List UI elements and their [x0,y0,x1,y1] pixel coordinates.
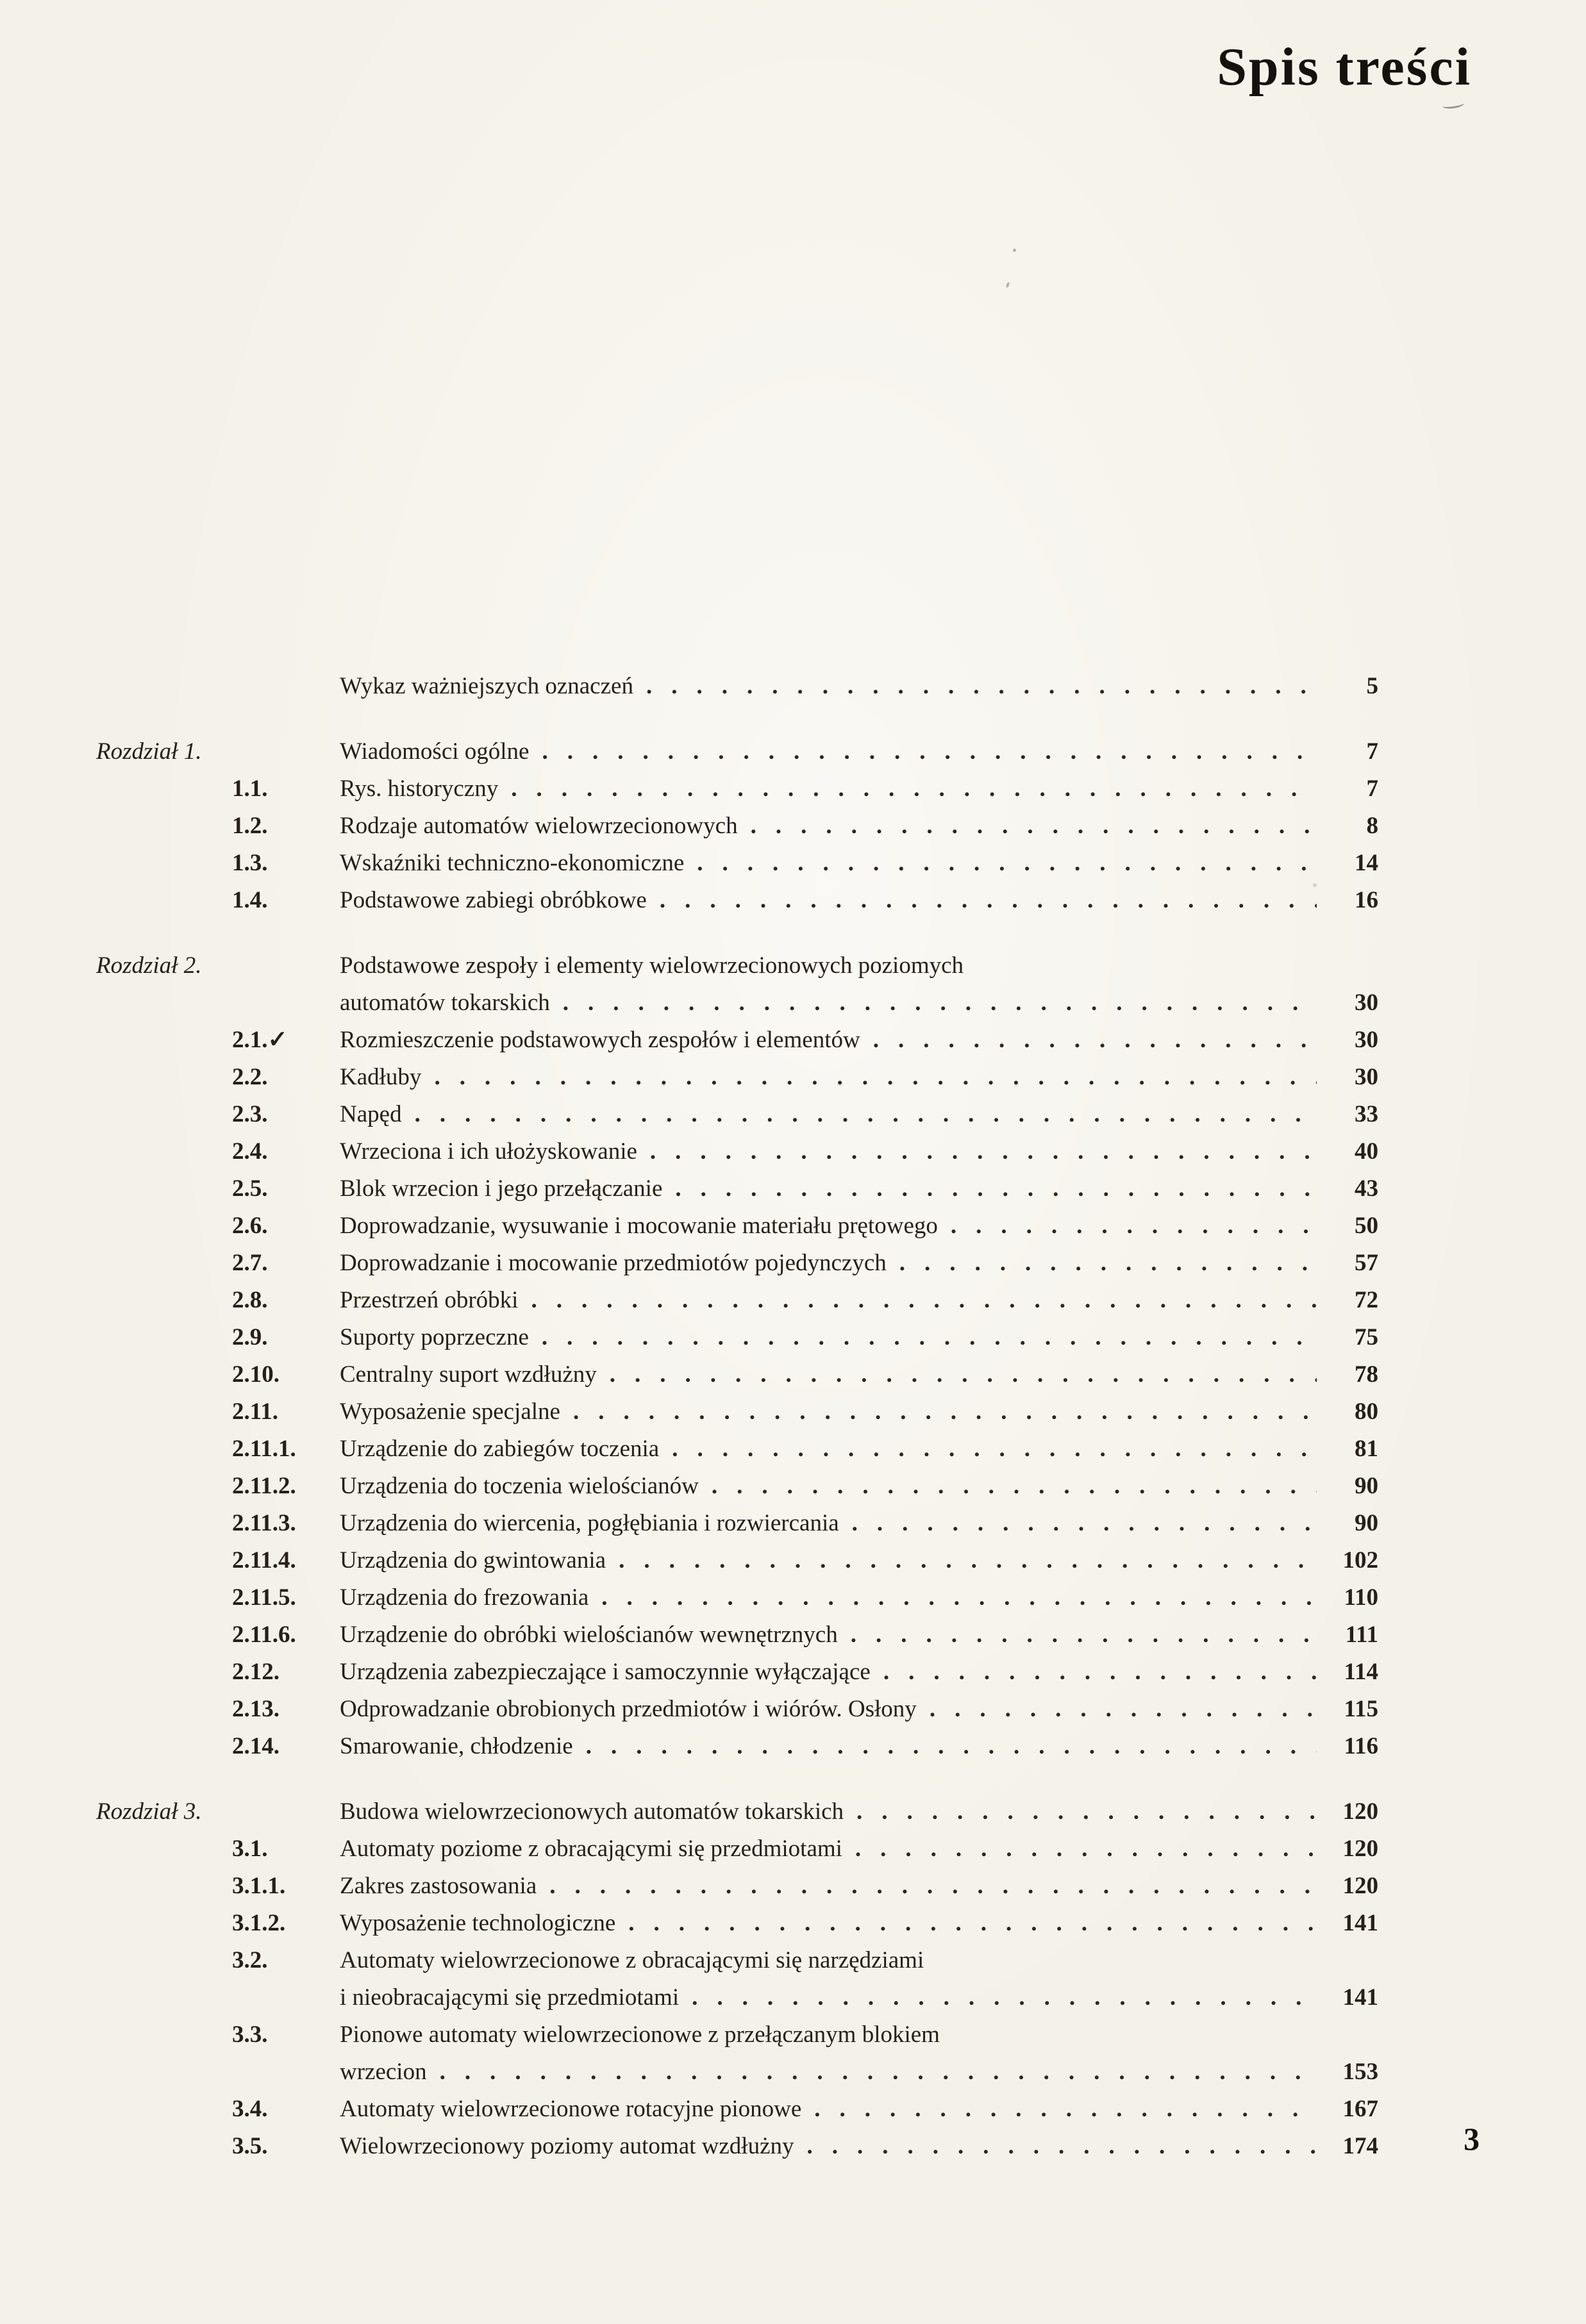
entry-title: Napęd [340,1101,402,1127]
section-number: 2.11.6. [232,1622,296,1648]
entry-page: 8 [1366,813,1378,839]
dot-leader [751,808,1317,845]
toc-entry [96,1905,1378,1942]
folio-page-number: 3 [1464,2121,1480,2157]
dot-leader [440,2054,1317,2091]
chapter-label: Rozdział 2. [96,952,202,979]
toc-entry [96,1793,1378,1830]
entry-line [340,2016,1378,2054]
toc-entry [96,1356,1378,1393]
toc-entry [96,1942,1378,2016]
section-number: 1.2. [232,813,268,839]
entry-title: Centralny suport wzdłużny [340,1361,597,1388]
toc-entry [96,1468,1378,1505]
entry-line [340,770,1378,808]
entry-line [340,1793,1378,1830]
entry-page: 30 [1355,990,1378,1016]
entry-body [340,1468,1378,1505]
section-number: 2.9. [232,1324,268,1350]
toc-entry [96,1579,1378,1616]
entry-page: 174 [1342,2133,1378,2159]
toc-entry [96,808,1378,845]
entry-body [340,2091,1378,2128]
scan-speck [1013,249,1016,252]
entry-line [340,1208,1378,1245]
entry-line [340,1245,1378,1282]
entry-body [340,1431,1378,1468]
dot-leader [951,1208,1317,1245]
entry-body [340,1905,1378,1942]
entry-title: Urządzenia do wiercenia, pogłębiania i rozwiercania [340,1510,839,1536]
entry-body [340,1356,1378,1393]
dot-leader [899,1245,1317,1282]
section-number: 2.11.3. [232,1510,296,1536]
section-number: 3.1.2. [232,1910,286,1936]
section-number: 2.11.4. [232,1547,296,1573]
toc-entry [96,1505,1378,1542]
entry-page: 110 [1344,1584,1378,1611]
entry-body [340,1505,1378,1542]
entry-title: Podstawowe zabiegi obróbkowe [340,887,647,913]
entry-page: 30 [1355,1064,1378,1090]
entry-page: 78 [1355,1361,1378,1388]
dot-leader [712,1468,1317,1505]
entry-page: 167 [1342,2096,1378,2122]
entry-title: Urządzenia do gwintowania [340,1547,606,1573]
section-number: 3.5. [232,2133,268,2159]
entry-line [340,1616,1378,1654]
entry-page: 40 [1355,1138,1378,1165]
toc-entry [96,1022,1378,1059]
entry-title: Doprowadzanie, wysuwanie i mocowanie materiału prętowego [340,1213,938,1239]
dot-leader [434,1059,1317,1096]
entry-title: Wielowrzecionowy poziomy automat wzdłużny [340,2133,794,2159]
entry-body [340,668,1378,705]
entry-line [340,1022,1378,1059]
entry-line [340,733,1378,770]
entry-page: 120 [1342,1873,1378,1899]
entry-title: Wyposażenie specjalne [340,1399,560,1425]
entry-body [340,1133,1378,1170]
entry-line [340,1059,1378,1096]
entry-title: Blok wrzecion i jego przełączanie [340,1175,663,1202]
entry-page: 81 [1355,1436,1378,1462]
entry-title: Wykaz ważniejszych oznaczeń [340,673,633,699]
entry-page: 116 [1344,1733,1378,1759]
entry-body [340,1691,1378,1728]
entry-page: 57 [1355,1250,1378,1276]
entry-page: 72 [1355,1287,1378,1313]
entry-line [340,1431,1378,1468]
section-number: 3.4. [232,2096,268,2122]
dot-leader [852,1505,1317,1542]
title-flourish-mark [1442,100,1464,110]
dot-leader [549,1868,1317,1905]
entry-body [340,1942,1378,2016]
entry-title: Urządzenie do zabiegów toczenia [340,1436,660,1462]
entry-title: Urządzenia do frezowania [340,1584,589,1611]
toc-entry [96,770,1378,808]
section-number: 2.8. [232,1287,268,1313]
entry-page: 14 [1355,850,1378,876]
dot-leader [660,882,1317,919]
entry-title: automatów tokarskich [340,990,550,1016]
entry-title: Odprowadzanie obrobionych przedmiotów i wiórów. Osłony [340,1696,917,1722]
entry-page: 90 [1355,1473,1378,1499]
toc-entry [96,1245,1378,1282]
toc-entry [96,947,1378,1022]
entry-title: Budowa wielowrzecionowych automatów tokarskich [340,1798,844,1825]
section-number: 2.6. [232,1213,268,1239]
entry-page: 80 [1355,1399,1378,1425]
entry-body [340,1319,1378,1356]
entry-line [340,1942,1378,1979]
entry-title: Doprowadzanie i mocowanie przedmiotów pojedynczych [340,1250,887,1276]
entry-title: Urządzenia do toczenia wielościanów [340,1473,699,1499]
toc-entry [96,2091,1378,2128]
toc-entry [96,1319,1378,1356]
entry-line [340,984,1378,1022]
entry-page: 16 [1355,887,1378,913]
page-title: Spis treści [1217,37,1472,97]
toc-entry [96,1654,1378,1691]
entry-body [340,1059,1378,1096]
section-number: 2.14. [232,1733,280,1759]
dot-leader [628,1905,1317,1942]
entry-page: 75 [1355,1324,1378,1350]
section-number: 3.1.1. [232,1873,286,1899]
entry-line [340,1170,1378,1208]
dot-leader [672,1431,1317,1468]
entry-page: 5 [1366,673,1378,699]
entry-line [340,1654,1378,1691]
entry-line [340,1905,1378,1942]
entry-line [340,1979,1378,2016]
entry-body [340,1170,1378,1208]
dot-leader [856,1793,1317,1830]
entry-title: Automaty wielowrzecionowe z obracającymi się narzędziami [340,1947,924,1973]
entry-line [340,1542,1378,1579]
toc-list [96,668,1378,2165]
entry-body [340,808,1378,845]
toc-entry [96,845,1378,882]
entry-body [340,1728,1378,1765]
entry-title: Smarowanie, chłodzenie [340,1733,573,1759]
toc-entry [96,1170,1378,1208]
toc-entry [96,1133,1378,1170]
dot-leader [586,1728,1317,1765]
toc-entry [96,2128,1378,2165]
toc-entry [96,1728,1378,1765]
entry-title: Przestrzeń obróbki [340,1287,519,1313]
entry-page: 141 [1342,1984,1378,2011]
entry-page: 120 [1342,1798,1378,1825]
entry-body [340,1245,1378,1282]
section-number: 1.1. [232,776,268,802]
scan-speck [1006,282,1010,288]
entry-body [340,947,1378,1022]
entry-title: Zakres zastosowania [340,1873,537,1899]
entry-page: 153 [1342,2059,1378,2085]
toc-entry [96,1542,1378,1579]
entry-body [340,882,1378,919]
entry-line [340,845,1378,882]
section-number: 2.10. [232,1361,280,1388]
entry-page: 141 [1342,1910,1378,1936]
entry-title: Wiadomości ogólne [340,738,530,765]
chapter-label: Rozdział 3. [96,1798,202,1825]
toc-entry [96,1830,1378,1868]
entry-title: Wyposażenie technologiczne [340,1910,616,1936]
section-number: 3.2. [232,1947,268,1973]
dot-leader [807,2128,1317,2165]
entry-page: 120 [1342,1836,1378,1862]
section-number: 2.11.1. [232,1436,296,1462]
dot-leader [542,733,1317,770]
dot-leader [542,1319,1317,1356]
chapter-label: Rozdział 1. [96,738,202,765]
entry-line [340,2054,1378,2091]
entry-line [340,808,1378,845]
entry-line [340,1282,1378,1319]
section-number: 2.11.5. [232,1584,296,1611]
entry-title: wrzecion [340,2059,427,2085]
entry-line [340,947,1378,984]
entry-title: Wrzeciona i ich ułożyskowanie [340,1138,637,1165]
section-number: 2.11.2. [232,1473,296,1499]
entry-body [340,1022,1378,1059]
entry-title: Rodzaje automatów wielowrzecionowych [340,813,738,839]
section-number: 2.13. [232,1696,280,1722]
section-number: 3.1. [232,1836,268,1862]
section-number: 2.2. [232,1064,268,1090]
entry-title: Urządzenie do obróbki wielościanów wewnętrznych [340,1622,838,1648]
entry-title: Kadłuby [340,1064,422,1090]
entry-title: Rozmieszczenie podstawowych zespołów i elementów [340,1027,860,1053]
entry-body [340,845,1378,882]
entry-body [340,1282,1378,1319]
entry-line [340,1468,1378,1505]
entry-page: 90 [1355,1510,1378,1536]
entry-body [340,1096,1378,1133]
toc-entry [96,1691,1378,1728]
entry-line [340,1868,1378,1905]
toc-entry [96,1208,1378,1245]
entry-page: 43 [1355,1175,1378,1202]
entry-body [340,1208,1378,1245]
entry-body [340,1830,1378,1868]
section-number: 2.3. [232,1101,268,1127]
entry-line [340,1579,1378,1616]
dot-leader [675,1170,1317,1208]
entry-line [340,1728,1378,1765]
entry-title: Suporty poprzeczne [340,1324,529,1350]
entry-line [340,2128,1378,2165]
entry-title: Wskaźniki techniczno-ekonomiczne [340,850,685,876]
entry-body [340,1542,1378,1579]
entry-body [340,1616,1378,1654]
toc-entry [96,2016,1378,2091]
toc-entry [96,1431,1378,1468]
entry-title: Automaty wielowrzecionowe rotacyjne pionowe [340,2096,802,2122]
toc-entry [96,1282,1378,1319]
entry-body [340,1793,1378,1830]
dot-leader [873,1022,1317,1059]
dot-leader [646,668,1317,705]
entry-body [340,1393,1378,1431]
dot-leader [601,1579,1317,1616]
entry-body [340,1868,1378,1905]
toc-entry [96,668,1378,705]
entry-body [340,2128,1378,2165]
dot-leader [855,1830,1317,1868]
dot-leader [573,1393,1317,1431]
entry-body [340,1654,1378,1691]
entry-line [340,882,1378,919]
entry-page: 102 [1342,1547,1378,1573]
toc-entry [96,1096,1378,1133]
dot-leader [930,1691,1317,1728]
dot-leader [692,1979,1317,2016]
section-number: 2.5. [232,1175,268,1202]
entry-page: 30 [1355,1027,1378,1053]
entry-title: Pionowe automaty wielowrzecionowe z przełączanym blokiem [340,2021,940,2048]
dot-leader [415,1096,1317,1133]
dot-leader [814,2091,1317,2128]
entry-line [340,2091,1378,2128]
dot-leader [851,1616,1317,1654]
entry-page: 7 [1366,776,1378,802]
entry-line [340,1096,1378,1133]
toc-entry [96,1059,1378,1096]
entry-line [340,1133,1378,1170]
entry-line [340,1505,1378,1542]
section-number: 2.7. [232,1250,268,1276]
dot-leader [650,1133,1317,1170]
section-number: 2.4. [232,1138,268,1165]
section-number: 1.3. [232,850,268,876]
section-number: 2.12. [232,1659,280,1685]
section-number: 3.3. [232,2021,268,2048]
entry-title: i nieobracającymi się przedmiotami [340,1984,680,2011]
entry-line [340,668,1378,705]
entry-body [340,2016,1378,2091]
entry-line [340,1356,1378,1393]
entry-line [340,1319,1378,1356]
dot-leader [610,1356,1317,1393]
entry-title: Rys. historyczny [340,776,499,802]
entry-body [340,1579,1378,1616]
entry-title: Automaty poziome z obracającymi się przedmiotami [340,1836,842,1862]
entry-line [340,1830,1378,1868]
dot-leader [883,1654,1317,1691]
entry-page: 50 [1355,1213,1378,1239]
entry-line [340,1691,1378,1728]
entry-title: Podstawowe zespoły i elementy wielowrzecionowych poziomych [340,952,964,979]
toc-entry [96,1616,1378,1654]
entry-title: Urządzenia zabezpieczające i samoczynnie wyłączające [340,1659,871,1685]
entry-page: 7 [1366,738,1378,765]
toc-entry [96,733,1378,770]
entry-body [340,733,1378,770]
dot-leader [619,1542,1317,1579]
entry-page: 114 [1344,1659,1378,1685]
entry-body [340,770,1378,808]
section-number: 1.4. [232,887,268,913]
dot-leader [563,984,1317,1022]
entry-page: 33 [1355,1101,1378,1127]
entry-page: 115 [1344,1696,1378,1722]
entry-page: 111 [1345,1622,1378,1648]
dot-leader [697,845,1317,882]
toc-entry [96,882,1378,919]
section-number: 2.11. [232,1399,278,1425]
section-number: 2.1.✓ [232,1027,288,1053]
toc-entry [96,1868,1378,1905]
dot-leader [531,1282,1317,1319]
toc-entry [96,1393,1378,1431]
dot-leader [511,770,1317,808]
entry-line [340,1393,1378,1431]
